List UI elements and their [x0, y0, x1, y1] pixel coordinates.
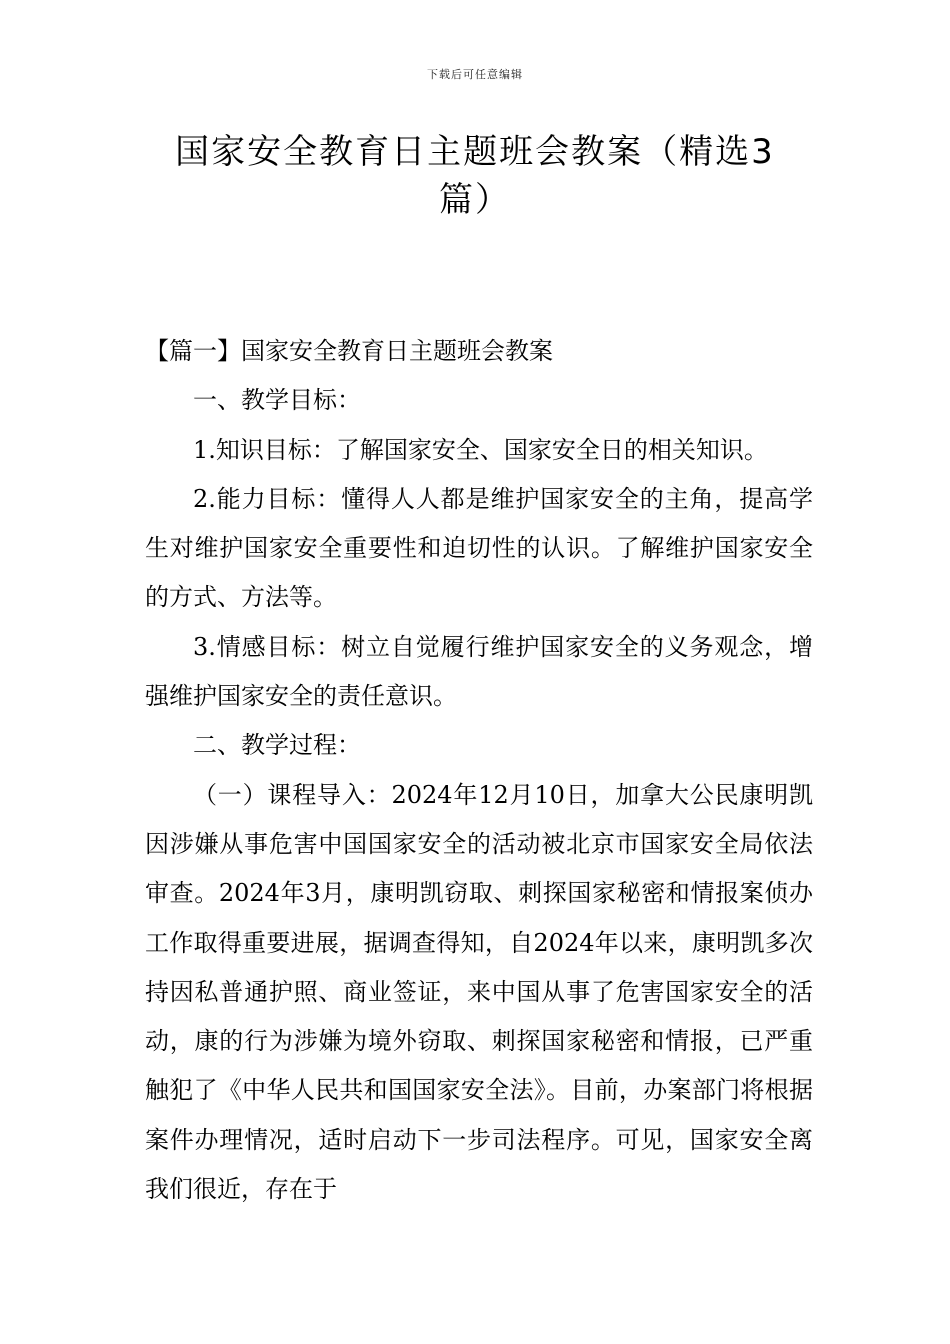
document-title: 国家安全教育日主题班会教案（精选3篇）: [175, 132, 775, 220]
paragraph: 二、教学过程：: [193, 731, 361, 760]
paragraph: （一）课程导入：2024年12月10日，加拿大公民康明凯因涉嫌从事危害中国国家安全的活动被北京市国家安全局依法审查。2024年3月，康明凯窃取、刺探国家秘密和情报案侦办工作取得重要进展，据调查得知，自2024年以来，康明凯多次持因私普通护照、商业签证，来中国从事了危害国家安全的活动，康的行为涉嫌为境外窃取、刺探国家秘密和情报，已严重触犯了《中华人民共和国国家安全法》。目前，办案部门将根据案件办理情况，适时启动下一步司法程序。可见，国家安全离我们很近，存在于: [145, 780, 813, 1204]
section-heading: 【篇一】国家安全教育日主题班会教案: [145, 337, 553, 365]
paragraph: 1.知识目标：了解国家安全、国家安全日的相关知识。: [193, 435, 768, 464]
paragraph: 3.情感目标：树立自觉履行维护国家安全的义务观念，增强维护国家安全的责任意识。: [145, 632, 813, 711]
paragraph: 2.能力目标：懂得人人都是维护国家安全的主角，提高学生对维护国家安全重要性和迫切性的认识。了解维护国家安全的方式、方法等。: [145, 484, 813, 612]
paragraph: 一、教学目标：: [193, 386, 361, 415]
document-body: [145, 327, 813, 1214]
header-note: 下载后可任意编辑: [427, 68, 523, 81]
